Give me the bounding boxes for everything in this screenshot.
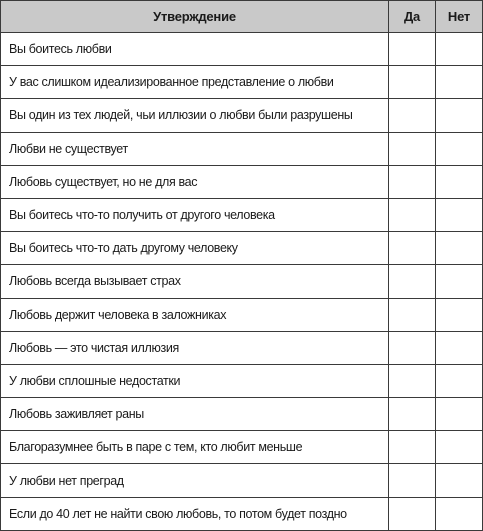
no-answer-cell[interactable] [436, 431, 483, 464]
no-answer-cell[interactable] [436, 33, 483, 66]
table-row [1, 431, 483, 464]
header-no: Нет [436, 1, 483, 33]
no-answer-cell[interactable] [436, 198, 483, 231]
no-answer-cell[interactable] [436, 364, 483, 397]
yes-answer-cell[interactable] [389, 66, 436, 99]
no-answer-cell[interactable] [436, 66, 483, 99]
yes-answer-cell[interactable] [389, 298, 436, 331]
statement-cell: Любви не существует [1, 132, 389, 165]
statement-cell: У любви сплошные недостатки [1, 364, 389, 397]
no-answer-cell[interactable] [436, 232, 483, 265]
statement-cell: Вы один из тех людей, чьи иллюзии о любви были разрушены [1, 99, 389, 132]
table-row [1, 298, 483, 331]
table-row [1, 331, 483, 364]
yes-answer-cell[interactable] [389, 497, 436, 530]
statement-cell: Вы боитесь что-то получить от другого человека [1, 198, 389, 231]
yes-answer-cell[interactable] [389, 198, 436, 231]
yes-answer-cell[interactable] [389, 165, 436, 198]
yes-answer-cell[interactable] [389, 132, 436, 165]
no-answer-cell[interactable] [436, 265, 483, 298]
statement-cell: Любовь держит человека в заложниках [1, 298, 389, 331]
yes-answer-cell[interactable] [389, 464, 436, 497]
no-answer-cell[interactable] [436, 398, 483, 431]
statement-cell: Благоразумнее быть в паре с тем, кто любит меньше [1, 431, 389, 464]
table-row [1, 165, 483, 198]
yes-answer-cell[interactable] [389, 232, 436, 265]
table-row [1, 464, 483, 497]
statement-cell: Если до 40 лет не найти свою любовь, то потом будет поздно [1, 497, 389, 530]
table-row [1, 497, 483, 530]
table-row [1, 398, 483, 431]
no-answer-cell[interactable] [436, 165, 483, 198]
table-row [1, 364, 483, 397]
table-row [1, 232, 483, 265]
no-answer-cell[interactable] [436, 298, 483, 331]
no-answer-cell[interactable] [436, 464, 483, 497]
table-body [1, 33, 483, 531]
yes-answer-cell[interactable] [389, 398, 436, 431]
yes-answer-cell[interactable] [389, 99, 436, 132]
statement-cell: Любовь заживляет раны [1, 398, 389, 431]
table-header-row [1, 1, 483, 33]
header-yes: Да [389, 1, 436, 33]
table-row [1, 99, 483, 132]
yes-answer-cell[interactable] [389, 265, 436, 298]
table-row [1, 265, 483, 298]
no-answer-cell[interactable] [436, 497, 483, 530]
statement-cell: У любви нет преград [1, 464, 389, 497]
header-statement: Утверждение [1, 1, 389, 33]
yes-answer-cell[interactable] [389, 331, 436, 364]
statement-cell: Любовь существует, но не для вас [1, 165, 389, 198]
statement-cell: Вы боитесь любви [1, 33, 389, 66]
table-row [1, 33, 483, 66]
statement-cell: Вы боитесь что-то дать другому человеку [1, 232, 389, 265]
no-answer-cell[interactable] [436, 99, 483, 132]
no-answer-cell[interactable] [436, 331, 483, 364]
table-row [1, 132, 483, 165]
yes-answer-cell[interactable] [389, 431, 436, 464]
yes-answer-cell[interactable] [389, 33, 436, 66]
statement-cell: Любовь — это чистая иллюзия [1, 331, 389, 364]
yes-answer-cell[interactable] [389, 364, 436, 397]
statement-cell: У вас слишком идеализированное представление о любви [1, 66, 389, 99]
table-row [1, 198, 483, 231]
statement-cell: Любовь всегда вызывает страх [1, 265, 389, 298]
table-row [1, 66, 483, 99]
no-answer-cell[interactable] [436, 132, 483, 165]
